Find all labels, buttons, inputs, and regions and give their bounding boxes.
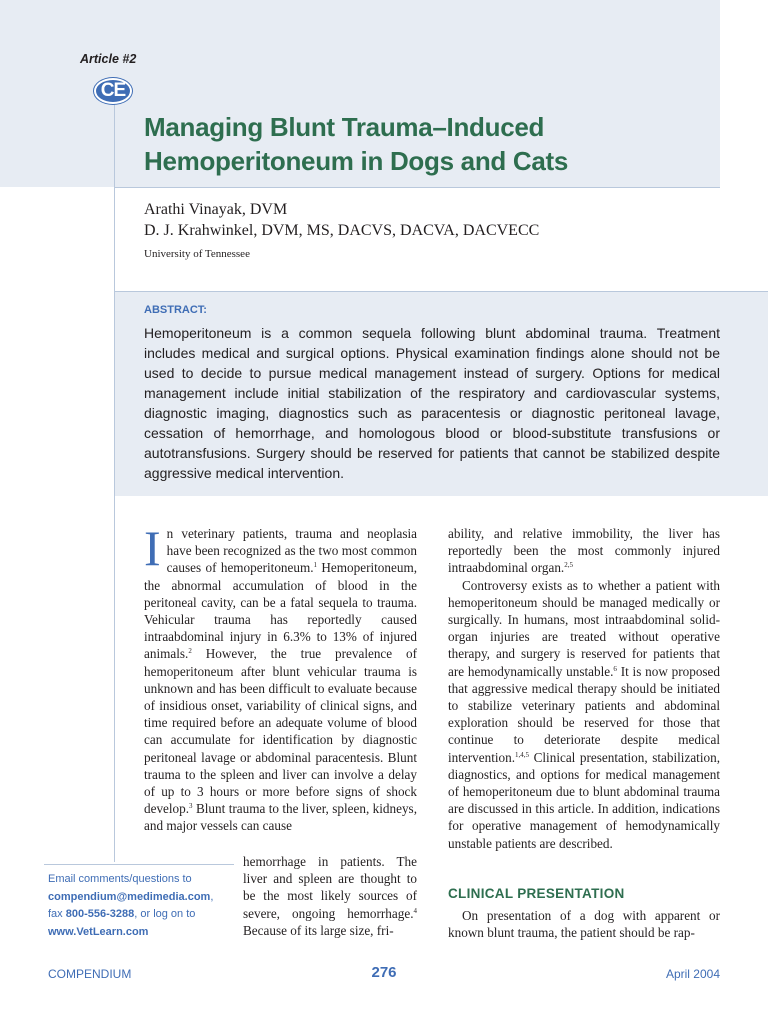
abstract-text: Hemoperitoneum is a common sequela following blunt abdominal trauma. Treatment includes medical and surgical options. Physical examination findings alone should not be used to decide to pursue medical management instead of surgery. Options for medical management include initial stabilization of the respiratory and cardiovascular systems, diagnostic imaging, diagnostics such as paracentesis or diagnostic peritoneal lavage, cessation of hemorrhage, and homologous blood or blood-substitute transfusions or autotransfusions. Surgery should be reserved for patients that cannot be stabilized despite aggressive medical intervention. <box>144 325 720 481</box>
body-text: Clinical presentation, stabilization, diagnostics, and options for medical management of hemoperitoneum due to blunt abdominal trauma are discussed in this article. In addition, indications for operative management of hemodynamically unstable patients are described. <box>448 749 720 851</box>
sidebar-note-divider <box>44 864 234 865</box>
comments-note-intro: Email comments/questions to <box>48 873 192 885</box>
citation: 1 <box>313 561 318 570</box>
citation: 2,5 <box>564 561 573 570</box>
fax-number: 800-556-3288 <box>65 908 135 920</box>
body-column-2-continued <box>448 907 720 941</box>
title-line-2: Hemoperitoneum in Dogs and Cats <box>144 146 569 176</box>
citation: 4 <box>413 906 417 915</box>
citation: 2 <box>188 647 192 656</box>
comma: , <box>210 890 214 903</box>
comments-note <box>48 871 238 941</box>
body-text: On presentation of a dog with apparent or known blunt trauma, the patient should be rap- <box>448 908 720 941</box>
author-1: Arathi Vinayak, DVM <box>144 201 288 218</box>
citation: 6 <box>613 664 617 673</box>
drop-cap: I <box>144 520 161 576</box>
title-line-1: Managing Blunt Trauma–Induced <box>144 112 545 142</box>
body-text: Hemoperitoneum, the abnormal accumulation of blood in the peritoneal cavity, can be a fatal sequela to trauma. Vehicular trauma has reportedly caused intraabdominal injury in 6.3% to 13% of injured animals. <box>144 560 417 662</box>
body-text: Blunt trauma to the liver, spleen, kidneys, and major vessels can cause <box>144 801 417 834</box>
body-text: n veterinary patients, trauma and neoplasia have been recognized as the two most common causes of hemoperitoneum. <box>166 526 417 576</box>
body-text: Controversy exists as to whether a patient with hemoperitoneum should be managed medically or surgically. In humans, most intraabdominal solid-organ injuries are treated without operative therapy, and surgery is reserved for patients that are hemodynamically unstable. <box>448 577 720 679</box>
logon-text: , or log on to <box>134 908 196 920</box>
page-number: 276 <box>371 964 397 981</box>
issue-date: April 2004 <box>665 967 720 981</box>
body-text: hemorrhage in patients. The liver and spleen are thought to be the most likely sources of severe, ongoing hemorrhage. <box>243 854 417 921</box>
article-title <box>144 110 714 178</box>
body-column-2 <box>448 525 720 852</box>
website-link[interactable]: www.VetLearn.com <box>48 925 149 938</box>
body-text: Because of its large size, fri- <box>243 922 394 938</box>
fax-label: fax <box>48 908 66 920</box>
citation: 3 <box>189 802 193 811</box>
abstract-label: ABSTRACT: <box>144 304 207 316</box>
affiliation: University of Tennessee <box>144 248 250 260</box>
ce-badge-icon: CE <box>94 78 132 104</box>
citation: 1,4,5 <box>515 750 530 759</box>
section-heading: CLINICAL PRESENTATION <box>448 886 625 901</box>
body-text: It is now proposed that aggressive medical therapy should be initiated to stabilize veterinary patients and abdominal exploration should be reserved for those that continue to deteriorate despite medical intervention. <box>448 663 720 765</box>
body-text: ability, and relative immobility, the liver has reportedly been the most commonly injured intraabdominal organ. <box>448 526 720 576</box>
email-link[interactable]: compendium@medimedia.com <box>48 890 211 903</box>
body-column-1 <box>144 520 417 835</box>
header-divider <box>115 187 720 188</box>
body-column-1-continued <box>243 853 417 939</box>
author-2: D. J. Krahwinkel, DVM, MS, DACVS, DACVA, DACVECC <box>144 222 540 239</box>
journal-name: COMPENDIUM <box>48 967 132 981</box>
article-number-label: Article #2 <box>80 52 137 66</box>
body-text: However, the true prevalence of hemoperitoneum after blunt vehicular trauma is unknown and has been difficult to evaluate because of insidious onset, variability of clinical signs, and time required before an adequate volume of blood can accumulate for identification by diagnostic peritoneal lavage or abdominal paracentesis. Blunt trauma to the spleen and liver can involve a delay of up to 3 hours or more before signs of shock develop. <box>144 646 417 817</box>
